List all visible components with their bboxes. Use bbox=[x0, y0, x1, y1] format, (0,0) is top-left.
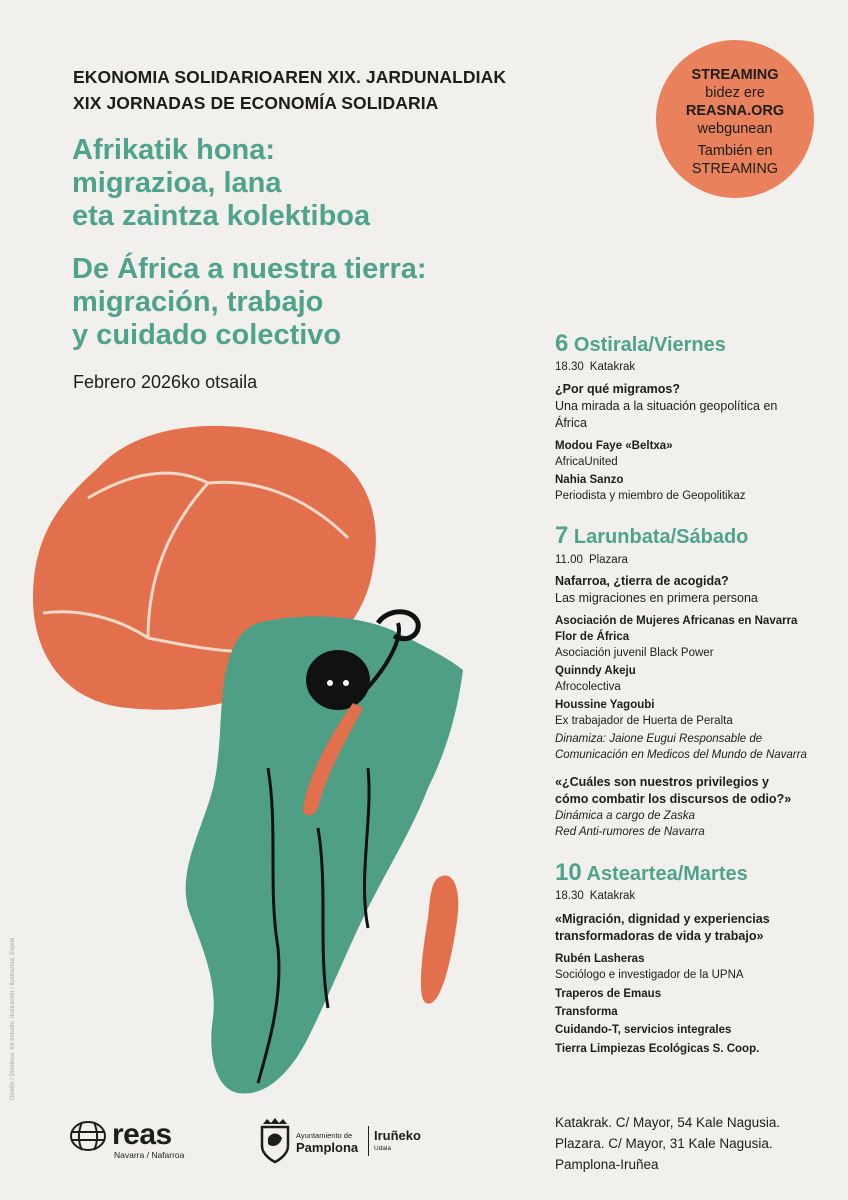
speaker-role: Ex trabajador de Huerta de Peralta bbox=[555, 715, 733, 727]
day-number: 7 bbox=[555, 522, 569, 549]
speaker bbox=[555, 986, 835, 1002]
venue: Katakrak bbox=[589, 361, 636, 373]
speaker-name: Traperos de Emaus bbox=[555, 988, 662, 1000]
header-basque: EKONOMIA SOLIDARIOAREN XIX. JARDUNALDIAK bbox=[73, 67, 507, 87]
ayto-label-big: Pamplona bbox=[296, 1140, 359, 1155]
title-spanish-line: De África a nuestra tierra: bbox=[72, 253, 427, 285]
address-line: Plazara. C/ Mayor, 31 Kale Nagusia. bbox=[555, 1136, 773, 1151]
reas-globe-icon bbox=[68, 1118, 108, 1154]
day-name: Larunbata/Sábado bbox=[573, 526, 749, 548]
africa-illustration bbox=[28, 408, 508, 1108]
reas-logo-subtitle: Navarra / Nafarroa bbox=[114, 1150, 185, 1160]
event-header bbox=[73, 64, 506, 116]
speaker-role: AfricaUnited bbox=[555, 456, 618, 468]
madagascar-shape bbox=[421, 875, 458, 1003]
speaker-role: Sociólogo e investigador de la UPNA bbox=[555, 969, 744, 981]
session-time bbox=[555, 554, 628, 566]
venue-addresses bbox=[555, 1112, 780, 1175]
time: 11.00 bbox=[555, 554, 583, 566]
title-basque-line: migrazioa, lana bbox=[72, 167, 282, 199]
talk-title: ¿Por qué migramos? bbox=[555, 382, 681, 396]
talk-subtitle: Las migraciones en primera persona bbox=[555, 591, 758, 605]
speaker-name: Tierra Limpiezas Ecológicas S. Coop. bbox=[555, 1043, 760, 1055]
speaker-name: Quinndy Akeju bbox=[555, 665, 636, 677]
title-basque-line: Afrikatik hona: bbox=[72, 134, 276, 166]
speaker bbox=[555, 472, 835, 504]
speaker-name: Transforma bbox=[555, 1006, 618, 1018]
speaker bbox=[555, 1041, 835, 1057]
address-line: Katakrak. C/ Mayor, 54 Kale Nagusia. bbox=[555, 1115, 781, 1130]
address-line: Pamplona-Iruñea bbox=[555, 1157, 659, 1172]
talk-title: Nafarroa, ¿tierra de acogida? bbox=[555, 574, 729, 588]
speaker bbox=[555, 663, 835, 695]
speaker bbox=[555, 1004, 835, 1020]
talk-note-line: Dinámica a cargo de Zaska bbox=[555, 810, 695, 822]
moderator bbox=[555, 731, 825, 763]
badge-line: webgunean bbox=[697, 121, 773, 137]
talk-note bbox=[555, 808, 835, 840]
session-time bbox=[555, 890, 635, 902]
time: 18.30 bbox=[555, 890, 584, 902]
day-heading-10 bbox=[555, 859, 748, 887]
time: 18.30 bbox=[555, 361, 584, 373]
talk-block bbox=[555, 911, 795, 945]
logo-divider bbox=[368, 1126, 369, 1156]
title-spanish-line: migración, trabajo bbox=[72, 286, 324, 318]
speaker bbox=[555, 613, 835, 661]
hood-face bbox=[306, 650, 370, 710]
speaker-name: Asociación de Mujeres Africanas en Navarra bbox=[555, 615, 798, 627]
title-spanish-line: y cuidado colectivo bbox=[72, 319, 342, 351]
speaker-role: Asociación juvenil Black Power bbox=[555, 647, 714, 659]
badge-line: bidez ere bbox=[705, 85, 765, 101]
eye bbox=[327, 680, 333, 686]
speaker-name: Houssine Yagoubi bbox=[555, 699, 655, 711]
moderator-text: Dinamiza: Jaione Eugui Responsable de Comunicación en Medicos del Mundo de Navarra bbox=[555, 733, 807, 761]
talk-note-line: Red Anti-rumores de Navarra bbox=[555, 826, 705, 838]
talk-block bbox=[555, 774, 805, 808]
pamplona-coat-of-arms-icon bbox=[258, 1118, 292, 1164]
speaker-name: Flor de África bbox=[555, 631, 630, 643]
day-name: Asteartea/Martes bbox=[586, 863, 748, 885]
talk-title: «Migración, dignidad y experiencias transformadoras de vida y trabajo» bbox=[555, 912, 770, 943]
eye bbox=[343, 680, 349, 686]
speaker bbox=[555, 697, 835, 729]
day-heading-6 bbox=[555, 330, 726, 358]
ayto-label-small: Ayuntamiento de bbox=[296, 1131, 353, 1140]
badge-line: STREAMING bbox=[691, 161, 779, 177]
day-number: 6 bbox=[555, 330, 569, 357]
streaming-badge bbox=[656, 40, 814, 198]
udala-label: Udala bbox=[374, 1145, 391, 1152]
talk-title: «¿Cuáles son nuestros privilegios y cómo combatir los discursos de odio?» bbox=[555, 775, 792, 806]
event-date: Febrero 2026ko otsaila bbox=[73, 372, 258, 392]
venue: Katakrak bbox=[589, 890, 636, 902]
session-time bbox=[555, 361, 635, 373]
badge-url: REASNA.ORG bbox=[685, 103, 785, 119]
speaker-name: Nahia Sanzo bbox=[555, 474, 624, 486]
title-basque bbox=[72, 134, 370, 233]
talk-block bbox=[555, 573, 835, 607]
speaker-name: Cuidando-T, servicios integrales bbox=[555, 1024, 732, 1036]
talk-subtitle: Una mirada a la situación geopolítica en África bbox=[555, 399, 778, 430]
speaker-role: Afrocolectiva bbox=[555, 681, 621, 693]
speaker bbox=[555, 951, 835, 983]
speaker bbox=[555, 438, 835, 470]
badge-line: También en bbox=[697, 143, 773, 159]
talk-block bbox=[555, 381, 835, 432]
day-name: Ostirala/Viernes bbox=[573, 334, 726, 356]
day-number: 10 bbox=[555, 859, 582, 886]
design-credit: Diseño / Diseinua: Ké estudio. Ilustración / Ilustrazioa: Expral bbox=[10, 937, 16, 1100]
title-basque-line: eta zaintza kolektiboa bbox=[72, 200, 371, 232]
iruneko-label: Iruñeko bbox=[374, 1128, 421, 1143]
day-heading-7 bbox=[555, 522, 748, 550]
header-spanish: XIX JORNADAS DE ECONOMÍA SOLIDARIA bbox=[73, 93, 439, 113]
venue: Plazara bbox=[588, 554, 628, 566]
badge-line: STREAMING bbox=[691, 67, 779, 83]
reas-logo-text: reas bbox=[112, 1118, 172, 1151]
speaker-name: Rubén Lasheras bbox=[555, 953, 645, 965]
title-spanish bbox=[72, 253, 427, 352]
speaker-name: Modou Faye «Beltxa» bbox=[555, 440, 673, 452]
speaker bbox=[555, 1022, 835, 1038]
speaker-role: Periodista y miembro de Geopolitikaz bbox=[555, 490, 746, 502]
